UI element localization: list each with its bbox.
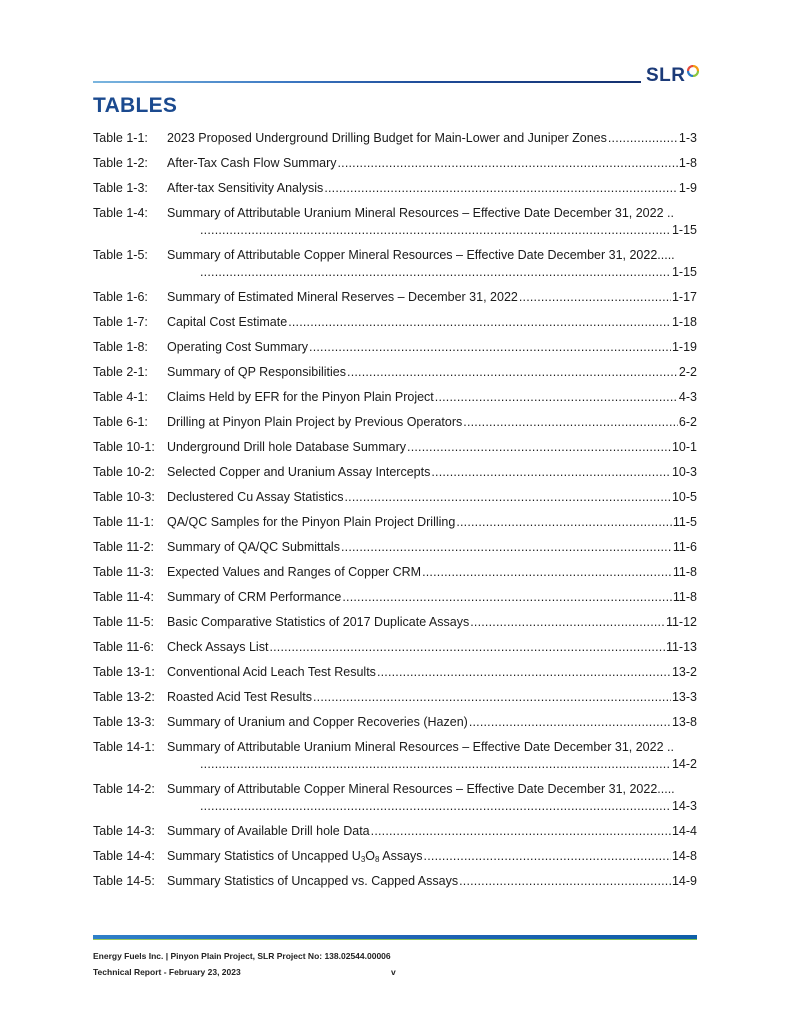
dot-leader	[424, 849, 671, 864]
footer-project-line: Energy Fuels Inc. | Pinyon Plain Project, SLR Project No: 138.02544.00006	[93, 951, 391, 961]
table-title: Operating Cost Summary	[167, 340, 309, 354]
table-title: Summary of QA/QC Submittals	[167, 540, 340, 554]
toc-entry[interactable]	[93, 415, 697, 430]
table-number: Table 1-2:	[93, 156, 148, 170]
toc-entry[interactable]	[93, 640, 697, 655]
table-number: Table 14-4:	[93, 849, 155, 863]
table-title: Summary of CRM Performance	[167, 590, 342, 604]
page-number: 1-15	[671, 223, 697, 237]
table-number: Table 1-4:	[93, 206, 148, 220]
table-title: Summary of Attributable Copper Mineral Resources – Effective Date December 31, 2022.....	[167, 248, 675, 262]
title-text: O	[365, 849, 376, 863]
dot-leader	[200, 799, 671, 814]
dot-leader	[470, 615, 665, 630]
dot-leader	[344, 490, 671, 505]
dot-leader	[337, 156, 677, 171]
table-number: Table 13-2:	[93, 690, 155, 704]
toc-entry[interactable]	[93, 824, 697, 839]
table-title: Summary of Attributable Uranium Mineral Resources – Effective Date December 31, 2022 ..	[167, 740, 674, 754]
table-title: Underground Drill hole Database Summary	[167, 440, 407, 454]
dot-leader	[608, 131, 678, 146]
dot-leader	[519, 290, 671, 305]
table-title: Expected Values and Ranges of Copper CRM	[167, 565, 422, 579]
header-rule	[93, 81, 641, 83]
toc-entry[interactable]	[93, 181, 697, 196]
table-number: Table 13-3:	[93, 715, 155, 729]
dot-leader	[347, 365, 678, 380]
table-number: Table 14-2:	[93, 782, 155, 796]
table-number: Table 1-7:	[93, 315, 148, 329]
table-number: Table 14-1:	[93, 740, 155, 754]
table-number: Table 10-1:	[93, 440, 155, 454]
table-number: Table 1-3:	[93, 181, 148, 195]
page-number: 11-8	[672, 565, 697, 579]
page-number: 14-8	[671, 849, 697, 863]
footer-accent-rule	[93, 939, 697, 940]
page-number: 11-6	[672, 540, 697, 554]
dot-leader	[371, 824, 671, 839]
table-number: Table 1-6:	[93, 290, 148, 304]
table-title: Summary of Attributable Uranium Mineral Resources – Effective Date December 31, 2022 ..	[167, 206, 674, 220]
page-number: 10-1	[671, 440, 697, 454]
page-number: 14-9	[671, 874, 697, 888]
table-number: Table 10-2:	[93, 465, 155, 479]
page-number: 4-3	[678, 390, 697, 404]
table-title: QA/QC Samples for the Pinyon Plain Project Drilling	[167, 515, 456, 529]
toc-entry[interactable]	[93, 131, 697, 146]
page-number: 1-3	[678, 131, 697, 145]
toc-entry[interactable]	[93, 490, 697, 505]
table-number: Table 1-5:	[93, 248, 148, 262]
page-number: 1-8	[678, 156, 697, 170]
dot-leader	[200, 757, 671, 772]
page-number: 10-5	[671, 490, 697, 504]
table-number: Table 14-3:	[93, 824, 155, 838]
logo-text: SLR	[646, 65, 686, 86]
page-number: 1-15	[671, 265, 697, 279]
dot-leader	[456, 515, 672, 530]
page-number: 2-2	[678, 365, 697, 379]
toc-entry[interactable]	[93, 156, 697, 171]
table-title: Drilling at Pinyon Plain Project by Previous Operators	[167, 415, 463, 429]
table-number: Table 13-1:	[93, 665, 155, 679]
page-number: 11-12	[665, 615, 697, 629]
table-number: Table 11-1:	[93, 515, 154, 529]
table-title: Summary of Uranium and Copper Recoveries (Hazen)	[167, 715, 468, 729]
toc-entry[interactable]	[93, 590, 697, 605]
table-title: Roasted Acid Test Results	[167, 690, 312, 704]
table-number: Table 14-5:	[93, 874, 155, 888]
table-number: Table 11-2:	[93, 540, 154, 554]
title-text: Assays	[379, 849, 423, 863]
table-number: Table 11-4:	[93, 590, 154, 604]
subscript: 3	[360, 855, 366, 864]
footer-page-number: v	[391, 967, 396, 977]
page-number: 1-19	[671, 340, 697, 354]
page-number: 13-8	[671, 715, 697, 729]
dot-leader	[407, 440, 671, 455]
page-number: 13-3	[671, 690, 697, 704]
dot-leader	[342, 590, 672, 605]
table-title: Summary of Estimated Mineral Reserves – December 31, 2022	[167, 290, 518, 304]
toc-entry[interactable]	[93, 206, 697, 238]
dot-leader	[431, 465, 671, 480]
page-heading: TABLES	[93, 94, 178, 117]
table-title: Claims Held by EFR for the Pinyon Plain Project	[167, 390, 434, 404]
toc-entry[interactable]	[93, 782, 697, 814]
table-number: Table 1-8:	[93, 340, 148, 354]
dot-leader	[435, 390, 678, 405]
page-number: 10-3	[671, 465, 697, 479]
table-title: Summary of QP Responsibilities	[167, 365, 347, 379]
toc-entry[interactable]	[93, 465, 697, 480]
toc-entry[interactable]	[93, 340, 697, 355]
toc-entry[interactable]	[93, 740, 697, 772]
table-number: Table 10-3:	[93, 490, 155, 504]
page-number: 6-2	[678, 415, 697, 429]
table-title: Summary of Attributable Copper Mineral Resources – Effective Date December 31, 2022.....	[167, 782, 675, 796]
page-number: 14-4	[671, 824, 697, 838]
table-number: Table 11-6:	[93, 640, 154, 654]
toc-entry[interactable]	[93, 540, 697, 555]
table-title: Summary Statistics of Uncapped vs. Capped Assays	[167, 874, 459, 888]
table-title: Declustered Cu Assay Statistics	[167, 490, 344, 504]
title-text: Summary Statistics of Uncapped U	[167, 849, 361, 863]
table-number: Table 11-5:	[93, 615, 154, 629]
page-number: 14-2	[671, 757, 697, 771]
footer-report-date: Technical Report - February 23, 2023	[93, 967, 241, 977]
dot-leader	[309, 340, 671, 355]
page-number: 11-8	[672, 590, 697, 604]
dot-leader	[422, 565, 672, 580]
page-number: 11-5	[672, 515, 697, 529]
dot-leader	[341, 540, 672, 555]
table-title: Summary of Available Drill hole Data	[167, 824, 370, 838]
table-title: Check Assays List	[167, 640, 269, 654]
slr-logo	[646, 64, 699, 88]
dot-leader	[324, 181, 678, 196]
page-number: 1-17	[671, 290, 697, 304]
dot-leader	[269, 640, 665, 655]
table-title: After-Tax Cash Flow Summary	[167, 156, 337, 170]
table-title: Conventional Acid Leach Test Results	[167, 665, 376, 679]
page-number: 14-3	[671, 799, 697, 813]
table-title: After-tax Sensitivity Analysis	[167, 181, 324, 195]
dot-leader	[288, 315, 671, 330]
dot-leader	[377, 665, 671, 680]
page-number: 11-13	[665, 640, 697, 654]
logo-mark-icon	[687, 65, 699, 77]
table-number: Table 11-3:	[93, 565, 154, 579]
dot-leader	[469, 715, 671, 730]
toc-entry[interactable]	[93, 440, 697, 455]
toc-entry[interactable]	[93, 849, 697, 864]
dot-leader	[459, 874, 671, 889]
table-title	[167, 849, 423, 864]
table-number: Table 1-1:	[93, 131, 148, 145]
toc-entry[interactable]	[93, 365, 697, 380]
table-title: Basic Comparative Statistics of 2017 Duplicate Assays	[167, 615, 470, 629]
toc-entry[interactable]	[93, 248, 697, 280]
page-number: 1-18	[671, 315, 697, 329]
dot-leader	[200, 265, 671, 280]
table-number: Table 2-1:	[93, 365, 148, 379]
dot-leader	[200, 223, 671, 238]
page-number: 1-9	[678, 181, 697, 195]
table-title: Capital Cost Estimate	[167, 315, 288, 329]
toc-entry[interactable]	[93, 565, 697, 580]
page-number: 13-2	[671, 665, 697, 679]
toc-entry[interactable]	[93, 515, 697, 530]
toc-entry[interactable]	[93, 874, 697, 889]
dot-leader	[313, 690, 671, 705]
toc-entry[interactable]	[93, 315, 697, 330]
subscript: 8	[375, 855, 380, 864]
toc-entry[interactable]	[93, 390, 697, 405]
table-title: Selected Copper and Uranium Assay Intercepts	[167, 465, 431, 479]
table-list	[93, 131, 697, 899]
toc-entry[interactable]	[93, 690, 697, 705]
toc-entry[interactable]	[93, 665, 697, 680]
table-number: Table 6-1:	[93, 415, 148, 429]
dot-leader	[463, 415, 678, 430]
table-title: 2023 Proposed Underground Drilling Budget for Main-Lower and Juniper Zones	[167, 131, 607, 145]
toc-entry[interactable]	[93, 615, 697, 630]
toc-entry[interactable]	[93, 290, 697, 305]
toc-entry[interactable]	[93, 715, 697, 730]
table-number: Table 4-1:	[93, 390, 148, 404]
